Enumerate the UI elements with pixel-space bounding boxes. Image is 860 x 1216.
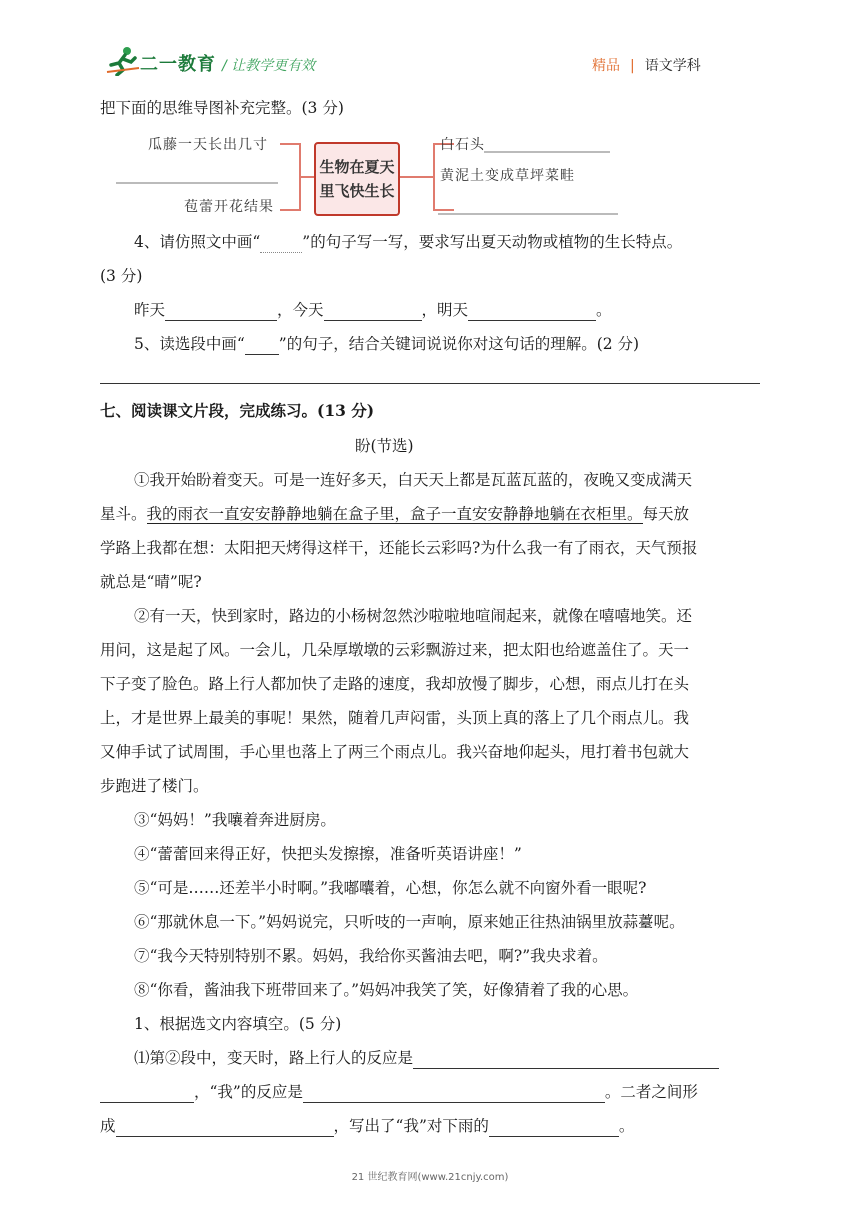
q1-line3 [100, 1115, 634, 1137]
q5-text-b: ”的句子，结合关键词说说你对这句话的理解。(2 分) [278, 335, 640, 353]
q1-line1-text: ⑴第②段中，变天时，路上行人的反应是 [134, 1049, 414, 1067]
q4-text-a: 4、请仿照文中画“ [134, 233, 261, 251]
p1-line2-a: 星斗。 [100, 505, 147, 523]
p2-line2: 用问，这是起了风。一会儿，几朵厚墩墩的云彩飘游过来，把太阳也给遮盖住了。天一 [100, 641, 690, 659]
q1-line1 [134, 1047, 719, 1069]
q4-today: ，今天 [277, 301, 324, 319]
q5-text-a: 5、读选段中画“ [134, 335, 245, 353]
section7-title: 七、阅读课文片段，完成练习。(13 分) [100, 401, 375, 420]
q1-blank-feeling[interactable] [489, 1118, 619, 1137]
mind-map [112, 138, 622, 220]
p1-line1: ①我开始盼着变天。可是一连好多天，白天天上都是瓦蓝瓦蓝的，夜晚又变成满天 [134, 471, 693, 489]
p2-line6: 步跑进了楼门。 [100, 777, 209, 795]
q1-line2 [100, 1081, 698, 1103]
mindmap-center-line2: 里飞快生长 [319, 182, 395, 200]
p2-line1: ②有一天，快到家时，路边的小杨树忽然沙啦啦地喧闹起来，就像在嘻嘻地笑。还 [134, 607, 693, 625]
q1-blank-contrast[interactable] [116, 1118, 334, 1137]
q1-blank-pedestrians-cont[interactable] [100, 1084, 194, 1103]
p7: ⑦“我今天特别特别不累。妈妈，我给你买酱油去吧，啊?”我央求着。 [134, 947, 608, 965]
q4-fill-line [134, 299, 612, 321]
mindmap-question: 把下面的思维导图补充完整。(3 分) [100, 99, 344, 117]
q4-blank-tomorrow[interactable] [468, 302, 596, 321]
p6: ⑥“那就休息一下。”妈妈说完，只听吱的一声响，原来她正往热油锅里放蒜薹呢。 [134, 913, 685, 931]
subject-label: 语文学科 [644, 58, 701, 74]
q4-yesterday: 昨天 [134, 301, 166, 319]
p2-line4: 上，才是世界上最美的事呢！果然，随着几声闷雷，头顶上真的落上了几个雨点儿。我 [100, 709, 690, 727]
q1-line2-a: ，“我”的反应是 [194, 1083, 303, 1101]
mindmap-right-top: 白石头 [440, 137, 485, 153]
p1-line4: 就总是“晴”呢? [100, 573, 202, 591]
runner-logo-icon [105, 46, 141, 76]
q1-line3-a: 成 [100, 1117, 116, 1135]
p2-line5: 又伸手试了试周围，手心里也落上了两三个雨点儿。我兴奋地仰起头，甩打着书包就大 [100, 743, 690, 761]
q1-line3-c: 。 [618, 1117, 635, 1135]
q4-line1 [134, 231, 682, 253]
mindmap-center [314, 142, 400, 216]
q4-dotted-mark [260, 234, 302, 253]
mindmap-left-top: 瓜藤一天长出几寸 [148, 137, 268, 153]
brand-name: 二一教育 [140, 54, 216, 75]
page-header [0, 0, 860, 90]
mindmap-right-middle: 黄泥土变成草坪菜畦 [440, 168, 575, 184]
mindmap-left-bottom: 苞蕾开花结果 [184, 199, 274, 215]
p4: ④“蕾蕾回来得正好，快把头发擦擦，准备听英语讲座！” [134, 845, 522, 863]
q1-line2-b: 。二者之间形 [604, 1083, 698, 1101]
q1-line3-b: ，写出了“我”对下雨的 [333, 1117, 489, 1135]
p8: ⑧“你看，酱油我下班带回来了。”妈妈冲我笑了笑，好像猜着了我的心思。 [134, 981, 639, 999]
q4-blank-today[interactable] [324, 302, 422, 321]
header-right [592, 55, 701, 75]
q5-underline-mark [245, 336, 279, 355]
q4-blank-yesterday[interactable] [165, 302, 277, 321]
p1-line2-b: 每天放 [642, 505, 690, 523]
p1-line3: 学路上我都在想：太阳把天烤得这样干，还能长云彩吗?为什么我一有了雨衣，天气预报 [100, 539, 698, 557]
passage-title: 盼(节选) [355, 437, 414, 455]
p5: ⑤“可是……还差半小时啊。”我嘟囔着，心想，你怎么就不向窗外看一眼呢? [134, 879, 647, 897]
header-separator: | [630, 58, 635, 74]
q1-title: 1、根据选文内容填空。(5 分) [134, 1015, 342, 1033]
q4-end: 。 [596, 301, 612, 319]
p1-line2 [100, 503, 689, 525]
p1-underlined-sentence: 我的雨衣一直安安静静地躺在盒子里，盒子一直安安静静地躺在衣柜里。 [146, 505, 643, 523]
q4-text-b: ”的句子写一写，要求写出夏天动物或植物的生长特点。 [302, 233, 683, 251]
section-divider [100, 383, 760, 384]
q5-line [134, 333, 639, 355]
brand-slogan: / 让教学更有效 [222, 58, 316, 74]
q4-tomorrow: ，明天 [421, 301, 469, 319]
quality-label: 精品 [592, 58, 620, 74]
p3: ③“妈妈！”我嚷着奔进厨房。 [134, 811, 336, 829]
q4-score: (3 分) [100, 267, 143, 285]
page-footer: 21 世纪教育网(www.21cnjy.com) [351, 1172, 509, 1183]
q1-blank-pedestrians[interactable] [413, 1050, 719, 1069]
mindmap-center-line1: 生物在夏天 [319, 158, 395, 176]
q1-blank-me[interactable] [303, 1084, 605, 1103]
p2-line3: 下子变了脸色。路上行人都加快了走路的速度，我却放慢了脚步，心想，雨点儿打在头 [100, 675, 690, 693]
